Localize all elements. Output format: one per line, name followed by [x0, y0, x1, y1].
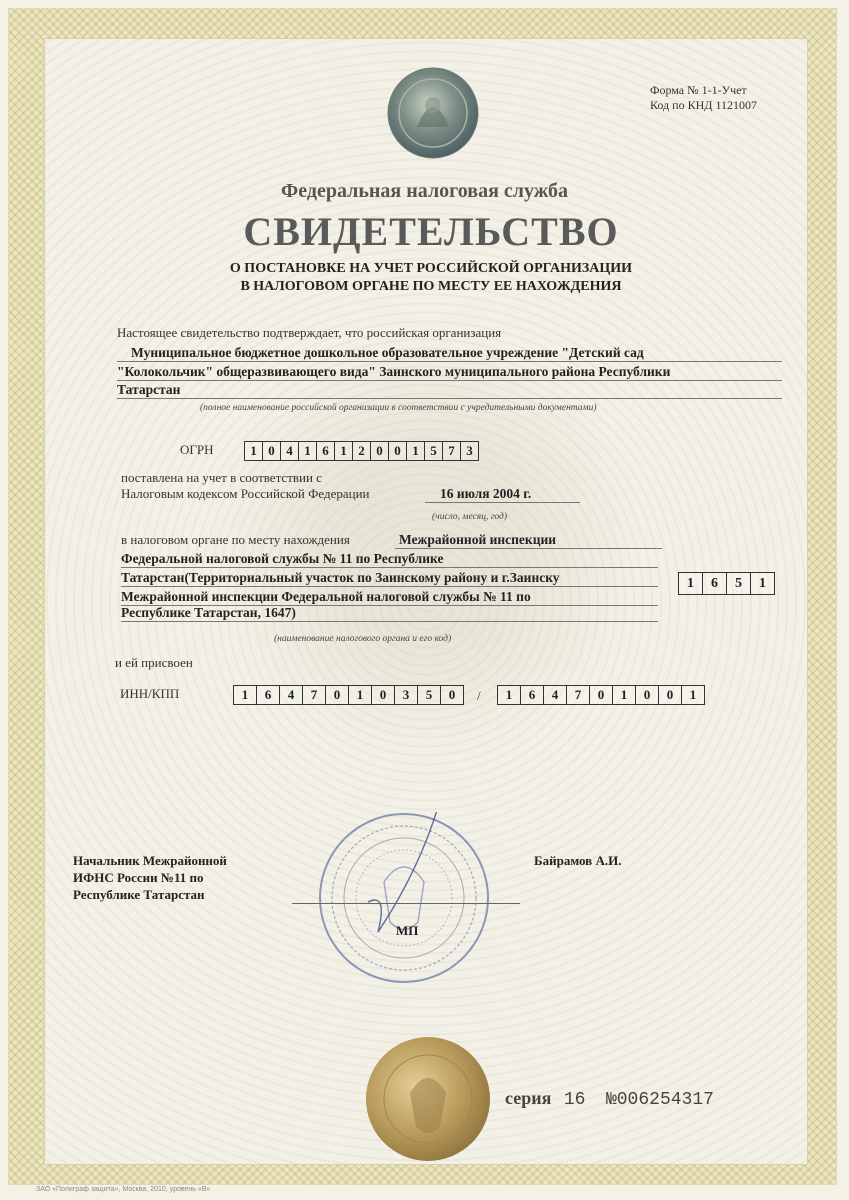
- inn-digit: 1: [348, 685, 372, 705]
- ogrn-digit: 1: [406, 441, 425, 461]
- authority-code-digit: 5: [726, 572, 751, 595]
- kpp-digit: 1: [681, 685, 705, 705]
- authority-note: (наименование налогового органа и его код): [274, 634, 452, 644]
- official-seal-icon: [318, 812, 490, 984]
- inn-digit: 0: [371, 685, 395, 705]
- printer-imprint: ЗАО «Полиграф защита», Москва, 2010, уровень «В»: [36, 1186, 211, 1193]
- form-number: [650, 83, 757, 113]
- hologram-emblem-icon: [387, 67, 479, 159]
- inn-digit: 5: [417, 685, 441, 705]
- authority-line: Межрайонной инспекции Федеральной налоговой службы № 11 по: [121, 588, 658, 606]
- position-line: Начальник Межрайонной: [73, 853, 227, 868]
- ogrn-digit: 0: [262, 441, 281, 461]
- knd-code: Код по КНД 1121007: [650, 98, 757, 112]
- page-title: СВИДЕТЕЛЬСТВО: [243, 209, 619, 254]
- inn-kpp-separator: /: [477, 688, 481, 703]
- inn-boxes: [233, 685, 463, 705]
- series-label: серия: [505, 1088, 552, 1108]
- ogrn-digit: 0: [370, 441, 389, 461]
- authority-code-digit: 6: [702, 572, 727, 595]
- inn-digit: 6: [256, 685, 280, 705]
- inn-digit: 4: [279, 685, 303, 705]
- ogrn-digit: 0: [388, 441, 407, 461]
- official-name: Байрамов А.И.: [534, 853, 622, 868]
- org-name-line: Татарстан: [117, 381, 782, 399]
- stamp-mp-label: МП: [396, 923, 419, 938]
- ogrn-digit: 1: [298, 441, 317, 461]
- ogrn-digit: 6: [316, 441, 335, 461]
- authority-code-digit: 1: [750, 572, 775, 595]
- kpp-boxes: [497, 685, 704, 705]
- subtitle-line: В НАЛОГОВОМ ОРГАНЕ ПО МЕСТУ ЕЕ НАХОЖДЕНИЯ: [240, 279, 622, 294]
- series-code: 16: [563, 1090, 586, 1110]
- certificate-number: №006254317: [605, 1090, 714, 1110]
- ogrn-digit: 5: [424, 441, 443, 461]
- kpp-digit: 0: [635, 685, 659, 705]
- ogrn-digit: 2: [352, 441, 371, 461]
- kpp-digit: 7: [566, 685, 590, 705]
- inn-kpp-label: ИНН/КПП: [120, 686, 180, 701]
- kpp-digit: 1: [497, 685, 521, 705]
- authority-line: Республике Татарстан, 1647): [121, 604, 658, 622]
- kpp-digit: 1: [612, 685, 636, 705]
- authority-line: Межрайонной инспекции: [395, 531, 662, 549]
- ogrn-digit: 1: [244, 441, 263, 461]
- inn-digit: 0: [325, 685, 349, 705]
- registration-line: поставлена на учет в соответствии с: [121, 470, 322, 485]
- org-name-line: "Колокольчик" общеразвивающего вида" Заинского муниципального района Республики: [117, 363, 782, 381]
- ogrn-boxes: [244, 441, 478, 461]
- signature-line: [292, 903, 520, 904]
- position-line: Республике Татарстан: [73, 887, 205, 902]
- gold-hologram-seal-icon: [364, 1035, 492, 1163]
- ogrn-digit: 3: [460, 441, 479, 461]
- inn-digit: 0: [440, 685, 464, 705]
- kpp-digit: 6: [520, 685, 544, 705]
- intro-text: Настоящее свидетельство подтверждает, что российская организация: [117, 325, 502, 340]
- document-subtitle: [0, 260, 849, 296]
- kpp-digit: 4: [543, 685, 567, 705]
- authority-code-boxes: [678, 572, 774, 595]
- ogrn-label: ОГРН: [180, 442, 214, 457]
- date-note: (число, месяц, год): [432, 512, 508, 522]
- kpp-digit: 0: [658, 685, 682, 705]
- ogrn-digit: 7: [442, 441, 461, 461]
- series-number: [505, 1088, 714, 1110]
- official-position: [73, 852, 227, 903]
- form-line: Форма № 1-1-Учет: [650, 83, 747, 97]
- agency-name: Федеральная налоговая служба: [281, 180, 568, 202]
- authority-line: Татарстан(Территориальный участок по Заинскому району и г.Заинску: [121, 569, 658, 587]
- authority-prefix: в налоговом органе по месту нахождения: [121, 532, 350, 547]
- registration-date: 16 июля 2004 г.: [425, 485, 580, 503]
- assigned-label: и ей присвоен: [115, 655, 193, 670]
- subtitle-line: О ПОСТАНОВКЕ НА УЧЕТ РОССИЙСКОЙ ОРГАНИЗАЦИИ: [229, 261, 633, 276]
- authority-code-digit: 1: [678, 572, 703, 595]
- position-line: ИФНС России №11 по: [73, 870, 204, 885]
- authority-line: Федеральной налоговой службы № 11 по Республике: [121, 550, 658, 568]
- org-name-line: Муниципальное бюджетное дошкольное образовательное учреждение "Детский сад: [117, 344, 782, 362]
- registration-line: Налоговым кодексом Российской Федерации: [121, 486, 370, 501]
- ogrn-digit: 4: [280, 441, 299, 461]
- inn-digit: 3: [394, 685, 418, 705]
- inn-digit: 7: [302, 685, 326, 705]
- inn-digit: 1: [233, 685, 257, 705]
- org-name-note: (полное наименование российской организации в соответствии с учредительными документами): [200, 403, 597, 413]
- ogrn-digit: 1: [334, 441, 353, 461]
- kpp-digit: 0: [589, 685, 613, 705]
